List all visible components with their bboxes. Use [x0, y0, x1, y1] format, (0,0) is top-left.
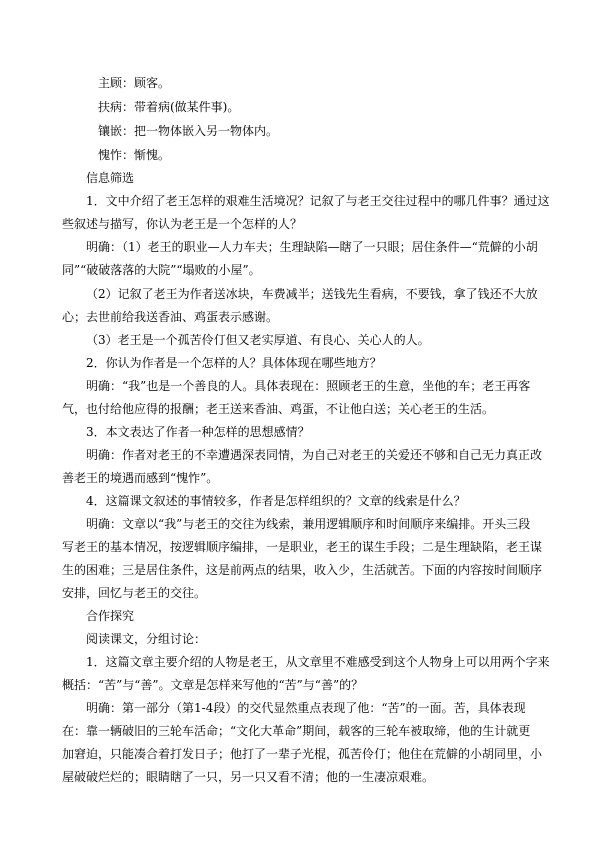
answer-5-line-2: 在：靠一辆破旧的三轮车活命；“文化大革命”期间，载客的三轮车被取缔，他的生计就更 [62, 724, 531, 738]
answer-1-line-3: （2）记叙了老王为作者送冰块，车费减半；送钱先生看病，不要钱，拿了钱还不大放 [86, 287, 538, 301]
question-1-line-1: 1．文中介绍了老王怎样的艰难生活境况？记叙了与老王交往过程中的哪几件事？通过这 [86, 194, 550, 208]
answer-5-line-3: 加窘迫，只能凑合着打发日子；他打了一辈子光棍，孤苦伶仃；他住在荒僻的小胡同里，小 [62, 747, 543, 761]
question-2: 2．你认为作者是一个怎样的人？具体体现在哪些地方？ [86, 356, 382, 370]
vocab-fubing: 扶病：带着病(做某件事)。 [98, 100, 240, 114]
vocab-kuizuo: 愧怍：惭愧。 [98, 148, 171, 162]
vocab-xiangqian: 镶嵌：把一物体嵌入另一物体内。 [98, 124, 279, 138]
answer-1-line-5: （3）老王是一个孤苦伶仃但又老实厚道、有良心、关心人的人。 [86, 333, 430, 347]
question-4: 4．这篇课文叙述的事情较多，作者是怎样组织的？文章的线索是什么？ [86, 494, 466, 508]
question-3: 3．本文表达了作者一种怎样的思想感情？ [86, 425, 310, 439]
question-1-line-2: 些叙述与描写，你认为老王是一个怎样的人？ [62, 217, 303, 231]
answer-5-line-4: 屋破破烂烂的；眼睛瞎了一只，另一只又看不清；他的一生凄凉艰难。 [62, 770, 435, 784]
section-heading-cooperate: 合作探究 [86, 609, 135, 623]
answer-4-line-3: 生的困难；三是居住条件，这是前两点的结果，收入少，生活就苦。下面的内容按时间顺序 [62, 563, 543, 577]
vocab-zhugu: 主顾：顾客。 [98, 76, 171, 90]
section-heading-info: 信息筛选 [86, 171, 135, 185]
answer-2-line-2: 气，也付给他应得的报酬；老王送来香油、鸡蛋，不让他白送；关心老王的生活。 [62, 402, 495, 416]
section-intro: 阅读课文，分组讨论： [86, 632, 207, 646]
answer-1-line-4: 心；去世前给我送香油、鸡蛋表示感谢。 [62, 310, 279, 324]
answer-3-line-1: 明确：作者对老王的不幸遭遇深表同情，为自己对老王的关爱还不够和自己无力真正改 [86, 448, 543, 462]
answer-1-line-1: 明确：（1）老王的职业—人力车夫；生理缺陷—瞎了一只眼；居住条件—“荒僻的小胡 [86, 240, 538, 254]
answer-3-line-2: 善老王的境遇而感到“愧怍”。 [62, 471, 219, 485]
question-5-line-2: 概括：“苦”与“善”。文章是怎样来写他的“苦”与“善”的？ [62, 678, 364, 692]
answer-4-line-4: 安排，回忆与老王的交往。 [62, 586, 207, 600]
answer-4-line-2: 写老王的基本情况，按逻辑顺序编排，一是职业，老王的谋生手段；二是生理缺陷，老王谋 [62, 540, 543, 554]
answer-2-line-1: 明确：“我”也是一个善良的人。具体表现在：照顾老王的生意，坐他的车；老王再客 [86, 379, 531, 393]
question-5-line-1: 1．这篇文章主要介绍的人物是老王，从文章里不难感受到这个人物身上可以用两个字来 [86, 655, 550, 669]
answer-1-line-2: 同”“破破落落的大院”“塌败的小屋”。 [62, 263, 261, 277]
answer-5-line-1: 明确：第一部分（第1-4段）的交代显然重点表现了他：“苦”的一面。苦，具体表现 [86, 701, 526, 715]
answer-4-line-1: 明确：文章以“我”与老王的交往为线索，兼用逻辑顺序和时间顺序来编排。开头三段 [86, 517, 531, 531]
